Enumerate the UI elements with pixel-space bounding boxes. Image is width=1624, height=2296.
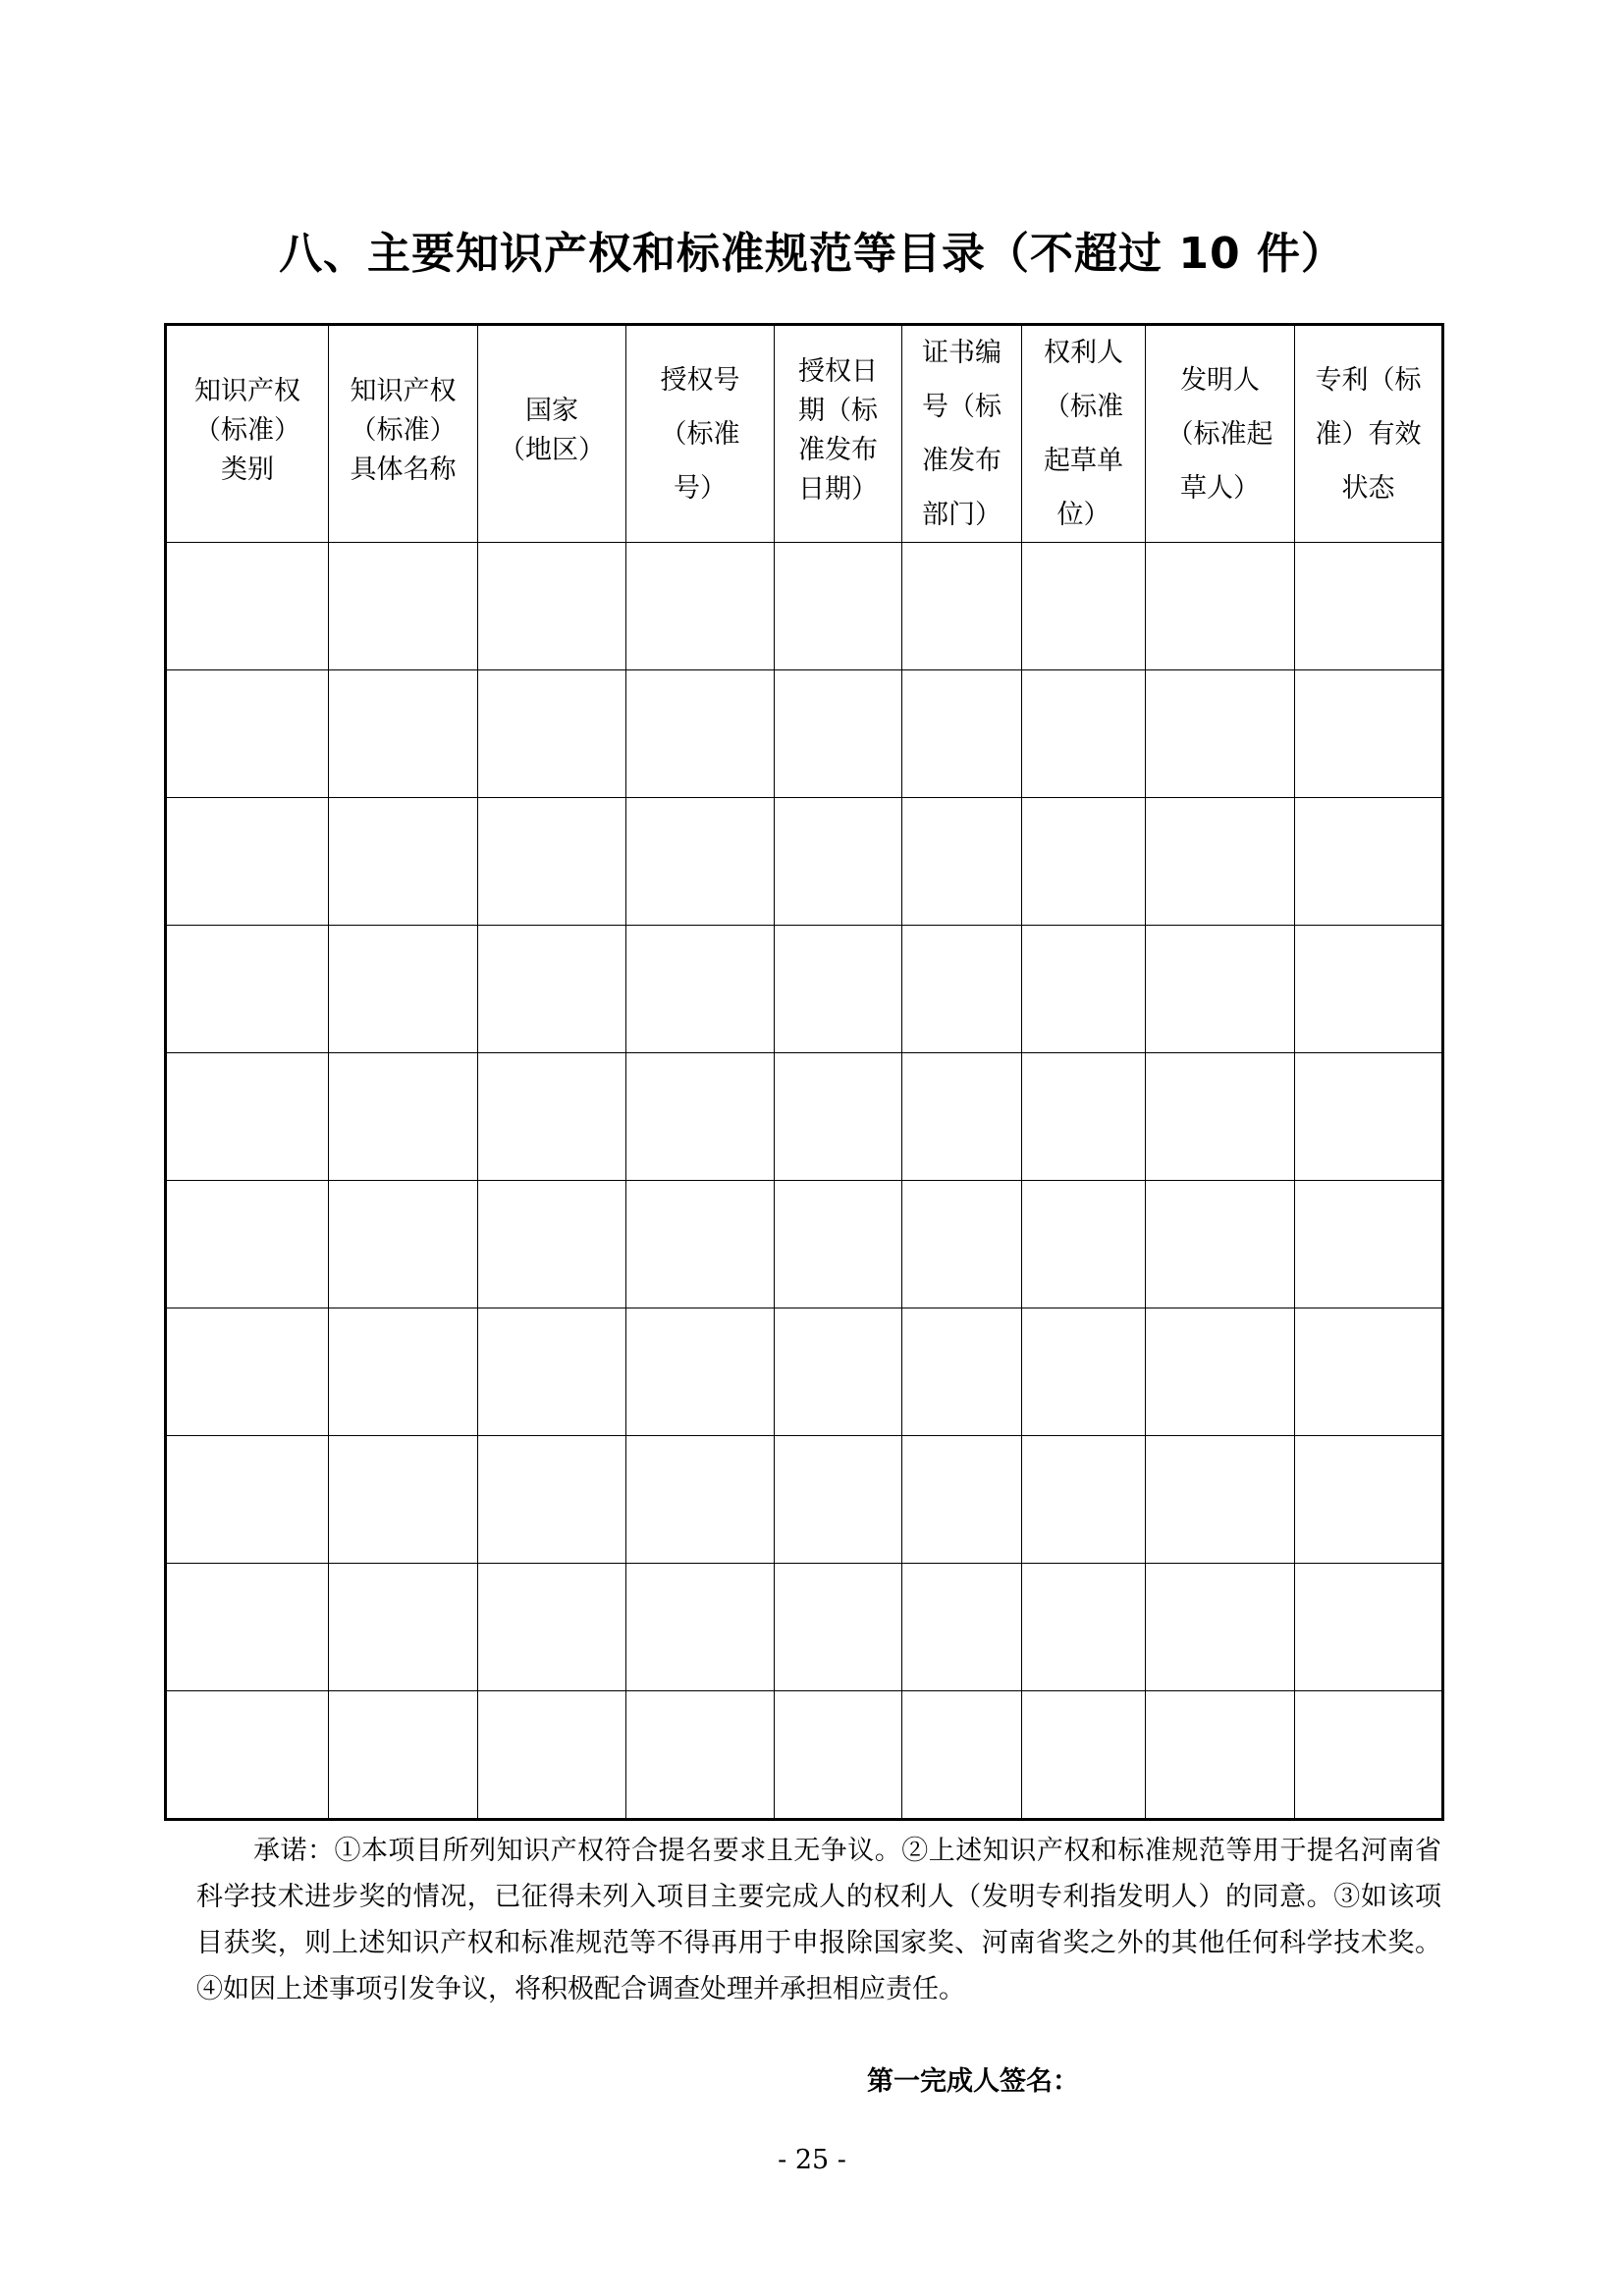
table-cell[interactable] xyxy=(902,1691,1022,1820)
table-cell[interactable] xyxy=(775,926,902,1053)
table-cell[interactable] xyxy=(1295,926,1443,1053)
ip-catalog-table xyxy=(164,323,1444,1821)
table-cell[interactable] xyxy=(1295,1564,1443,1691)
table-cell[interactable] xyxy=(775,543,902,670)
table-cell[interactable] xyxy=(329,1053,478,1181)
table-cell[interactable] xyxy=(1295,1436,1443,1564)
table-cell[interactable] xyxy=(1146,1436,1295,1564)
table-cell[interactable] xyxy=(626,1564,775,1691)
table-cell[interactable] xyxy=(1022,1053,1146,1181)
table-cell[interactable] xyxy=(1146,1181,1295,1308)
table-cell[interactable] xyxy=(329,926,478,1053)
table-cell[interactable] xyxy=(902,543,1022,670)
table-row xyxy=(166,926,1443,1053)
table-cell[interactable] xyxy=(166,543,329,670)
table-row xyxy=(166,543,1443,670)
table-cell[interactable] xyxy=(1022,670,1146,798)
table-cell[interactable] xyxy=(626,543,775,670)
table-row xyxy=(166,1181,1443,1308)
table-cell[interactable] xyxy=(902,670,1022,798)
table-cell[interactable] xyxy=(478,1691,626,1820)
table-cell[interactable] xyxy=(1146,798,1295,926)
table-cell[interactable] xyxy=(329,670,478,798)
table-cell[interactable] xyxy=(1022,798,1146,926)
table-cell[interactable] xyxy=(1022,926,1146,1053)
column-header-inventor: 发明人 （标准起 草人） xyxy=(1146,325,1295,543)
table-cell[interactable] xyxy=(166,1181,329,1308)
table-cell[interactable] xyxy=(775,1053,902,1181)
table-cell[interactable] xyxy=(1022,1181,1146,1308)
table-cell[interactable] xyxy=(626,798,775,926)
column-header-ip-name: 知识产权 （标准） 具体名称 xyxy=(329,325,478,543)
column-header-country: 国家 （地区） xyxy=(478,325,626,543)
table-cell[interactable] xyxy=(478,1181,626,1308)
table-cell[interactable] xyxy=(902,1436,1022,1564)
column-header-ip-category: 知识产权 （标准） 类别 xyxy=(166,325,329,543)
table-cell[interactable] xyxy=(166,798,329,926)
table-row xyxy=(166,1053,1443,1181)
table-cell[interactable] xyxy=(1295,1181,1443,1308)
table-cell[interactable] xyxy=(329,1691,478,1820)
table-cell[interactable] xyxy=(902,926,1022,1053)
table-cell[interactable] xyxy=(478,670,626,798)
table-cell[interactable] xyxy=(478,1308,626,1436)
column-header-rights-holder: 权利人 （标准 起草单 位） xyxy=(1022,325,1146,543)
table-cell[interactable] xyxy=(1295,543,1443,670)
table-cell[interactable] xyxy=(329,543,478,670)
table-header-row xyxy=(166,325,1443,543)
table-body xyxy=(166,543,1443,1820)
table-cell[interactable] xyxy=(329,1564,478,1691)
table-row xyxy=(166,670,1443,798)
table-cell[interactable] xyxy=(1022,1308,1146,1436)
table-cell[interactable] xyxy=(329,1436,478,1564)
table-row xyxy=(166,1436,1443,1564)
table-cell[interactable] xyxy=(1022,543,1146,670)
table-cell[interactable] xyxy=(1146,1308,1295,1436)
pledge-block xyxy=(196,1828,1441,2012)
table-cell[interactable] xyxy=(775,670,902,798)
table-cell[interactable] xyxy=(902,1181,1022,1308)
table-cell[interactable] xyxy=(1295,670,1443,798)
table-cell[interactable] xyxy=(626,670,775,798)
table-cell[interactable] xyxy=(775,1436,902,1564)
table-row xyxy=(166,1308,1443,1436)
table-cell[interactable] xyxy=(1022,1564,1146,1691)
table-cell[interactable] xyxy=(329,798,478,926)
table-cell[interactable] xyxy=(1146,543,1295,670)
table-cell[interactable] xyxy=(775,1691,902,1820)
column-header-certificate-number: 证书编 号（标 准发布 部门） xyxy=(902,325,1022,543)
table-cell[interactable] xyxy=(626,1308,775,1436)
table-cell[interactable] xyxy=(1022,1691,1146,1820)
first-contributor-signature-label: 第一完成人签名： xyxy=(867,2066,1079,2097)
table-cell[interactable] xyxy=(1146,926,1295,1053)
table-cell[interactable] xyxy=(902,1564,1022,1691)
table-cell[interactable] xyxy=(1295,1691,1443,1820)
table-row xyxy=(166,1564,1443,1691)
table-cell[interactable] xyxy=(166,926,329,1053)
table-cell[interactable] xyxy=(478,1564,626,1691)
table-cell[interactable] xyxy=(1295,798,1443,926)
table-cell[interactable] xyxy=(626,926,775,1053)
table-cell[interactable] xyxy=(166,670,329,798)
table-cell[interactable] xyxy=(166,1308,329,1436)
table-row xyxy=(166,1691,1443,1820)
table-cell[interactable] xyxy=(478,543,626,670)
table-cell[interactable] xyxy=(626,1181,775,1308)
table-cell[interactable] xyxy=(775,1308,902,1436)
table-cell[interactable] xyxy=(478,1053,626,1181)
page-number: - 25 - xyxy=(778,2145,846,2175)
pledge-text: 承诺：①本项目所列知识产权符合提名要求且无争议。②上述知识产权和标准规范等用于提名河南省科学技术进步奖的情况，已征得未列入项目主要完成人的权利人（发明专利指发明人）的同意。③如该项目获奖，则上述知识产权和标准规范等不得再用于申报除国家奖、河南省奖之外的其他任何科学技术奖。④如因上述事项引发争议，将积极配合调查处理并承担相应责任。 xyxy=(196,1836,1441,2004)
table-cell[interactable] xyxy=(902,1308,1022,1436)
table-cell[interactable] xyxy=(478,926,626,1053)
table-cell[interactable] xyxy=(1146,670,1295,798)
table-cell[interactable] xyxy=(166,1564,329,1691)
table-cell[interactable] xyxy=(626,1053,775,1181)
table-cell[interactable] xyxy=(775,798,902,926)
column-header-validity-status: 专利（标 准）有效 状态 xyxy=(1295,325,1443,543)
table-cell[interactable] xyxy=(1146,1691,1295,1820)
table-cell[interactable] xyxy=(775,1564,902,1691)
table-row xyxy=(166,798,1443,926)
table-cell[interactable] xyxy=(478,1436,626,1564)
table-cell[interactable] xyxy=(902,1053,1022,1181)
column-header-grant-number: 授权号 （标准 号） xyxy=(626,325,775,543)
table-cell[interactable] xyxy=(902,798,1022,926)
table-cell[interactable] xyxy=(329,1308,478,1436)
page-title: 八、主要知识产权和标准规范等目录（不超过 10 件） xyxy=(279,229,1345,279)
table-cell[interactable] xyxy=(166,1436,329,1564)
table-cell[interactable] xyxy=(166,1691,329,1820)
table-cell[interactable] xyxy=(166,1053,329,1181)
table-cell[interactable] xyxy=(1146,1053,1295,1181)
table-cell[interactable] xyxy=(775,1181,902,1308)
table-cell[interactable] xyxy=(1295,1308,1443,1436)
table-cell[interactable] xyxy=(1146,1564,1295,1691)
table-cell[interactable] xyxy=(478,798,626,926)
table-cell[interactable] xyxy=(626,1691,775,1820)
column-header-grant-date: 授权日 期（标 准发布 日期） xyxy=(775,325,902,543)
table-cell[interactable] xyxy=(1022,1436,1146,1564)
table-cell[interactable] xyxy=(626,1436,775,1564)
table-cell[interactable] xyxy=(329,1181,478,1308)
table-cell[interactable] xyxy=(1295,1053,1443,1181)
